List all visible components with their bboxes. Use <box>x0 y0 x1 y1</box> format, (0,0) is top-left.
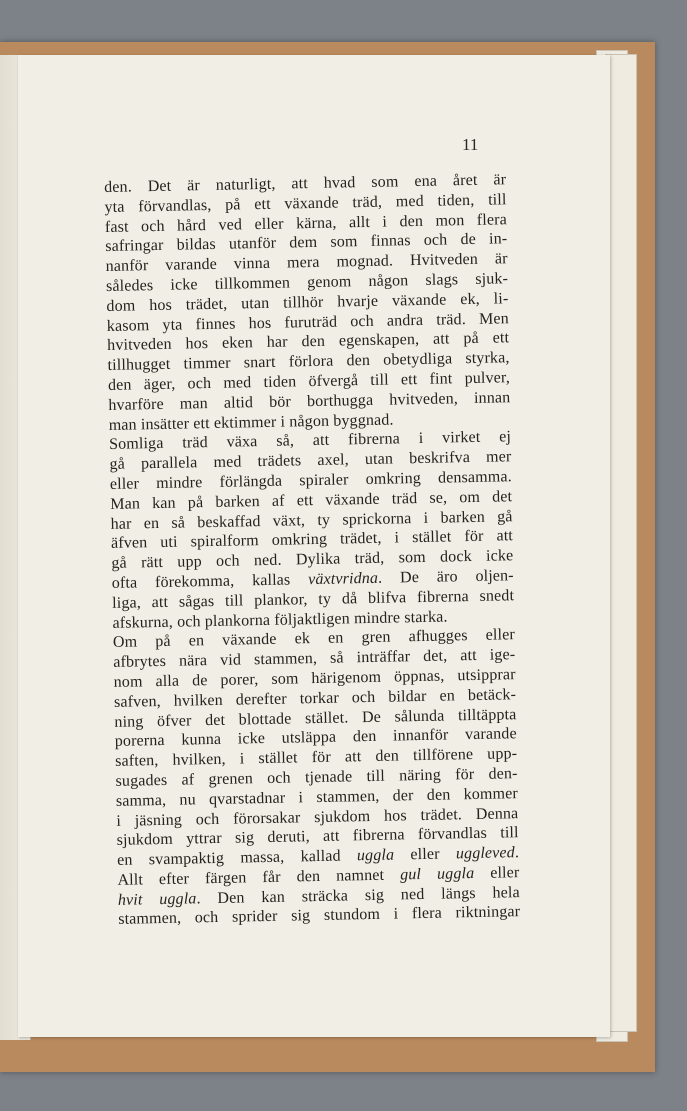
text-line: fast och hård ved eller kärna, allt i den mon flera <box>104 210 508 236</box>
text-line: afskurna, och plankorna följaktligen mindre starka. <box>112 608 448 632</box>
text-line: sugades af grenen och tjenade till näring för den- <box>115 765 518 790</box>
text-line: hvarföre man altid bör borthugga hvitveden, innan <box>108 389 511 414</box>
text-line: gå rätt upp och ned. Dylika träd, som dock icke <box>111 547 514 573</box>
text-line: porerna kunna icke utsläppa den innanför varande <box>114 725 517 751</box>
text-line: yta förvandlas, på ett växande träd, med tiden, till <box>104 191 507 216</box>
text-line: afbrytes nära vid stammen, så inträffar det, att ige- <box>113 646 516 672</box>
body-text <box>104 170 520 930</box>
text-line: ning öfver det blottade stället. De sålunda tilltäppta <box>114 705 517 731</box>
text-line: Man kan på barken af ett växande träd se, om det <box>110 487 513 513</box>
text-line: har en så beskaffad växt, ty sprickorna i barken gå <box>110 507 513 533</box>
text-line: sjukdom yttrar sig deruti, att fibrerna förvandlas till <box>116 824 519 850</box>
text-line: en svampaktig massa, kallad uggla eller ugglevеd. <box>116 844 520 869</box>
text-line: Allt efter färgen får den namnet gul uggla eller <box>117 864 520 889</box>
text-line: stammen, och sprider sig stundom i flera riktningar <box>118 903 521 929</box>
page-number: 11 <box>462 135 479 154</box>
text-line: nanför varande vinna mera mognad. Hvitveden är <box>105 250 508 276</box>
text-line: hvitveden hos eken har den egenskapen, att på ett <box>107 329 510 355</box>
text-line: äfven uti spiralform omkring trädet, i stället för att <box>110 527 514 553</box>
text-line: safringar bildas utanför dem som finnas och de in- <box>105 230 508 256</box>
text-line: eller mindre förlängda spiraler omkring densamma. <box>109 468 512 493</box>
text-line: man insätter ett ektimmer i någon byggnad. <box>108 411 394 434</box>
text-line: saften, hvilken, i stället för att den tillförene upp- <box>115 745 518 771</box>
text-line: liga, att sågas till plankor, ty då blifva fibrerna snedt <box>112 586 515 612</box>
text-line: nom alla de porer, som härigenom öppnas, utsipprar <box>113 666 516 691</box>
text-line: safven, hvilken derefter torkar och bildar en betäck- <box>113 685 517 711</box>
text-line: kasom yta finnes hos furuträd och andra träd. Men <box>106 309 509 335</box>
text-line: hvit uggla. Den kan sträcka sig ned längs hela <box>117 883 520 909</box>
text-line: dom hos trädet, utan tillhör hvarje växande ek, li- <box>106 290 509 315</box>
text-line: den. Det är naturligt, att hvad som ena året är <box>104 171 507 196</box>
text-line: gå parallela med trädets axel, utan beskrifva mer <box>109 448 512 474</box>
text-line: samma, nu qvarstadnar i stammen, der den kommer <box>115 784 519 810</box>
text-line: således icke tillkommen genom någon slags sjuk- <box>105 270 509 295</box>
text-line: ofta förekomma, kallas växtvridna. De äro oljen- <box>111 567 514 592</box>
text-line: Om på en växande ek en gren afhugges eller <box>112 626 516 652</box>
text-line: Somliga träd växa så, att fibrerna i virket ej <box>108 428 512 454</box>
text-line: i jäsning och förorsakar sjukdom hos trädet. Denna <box>116 804 519 830</box>
text-line: den äger, och med tiden öfvergå till ett fint pulver, <box>107 369 511 394</box>
text-line: tillhugget timmer snart förlora den obetydliga styrka, <box>107 349 510 375</box>
